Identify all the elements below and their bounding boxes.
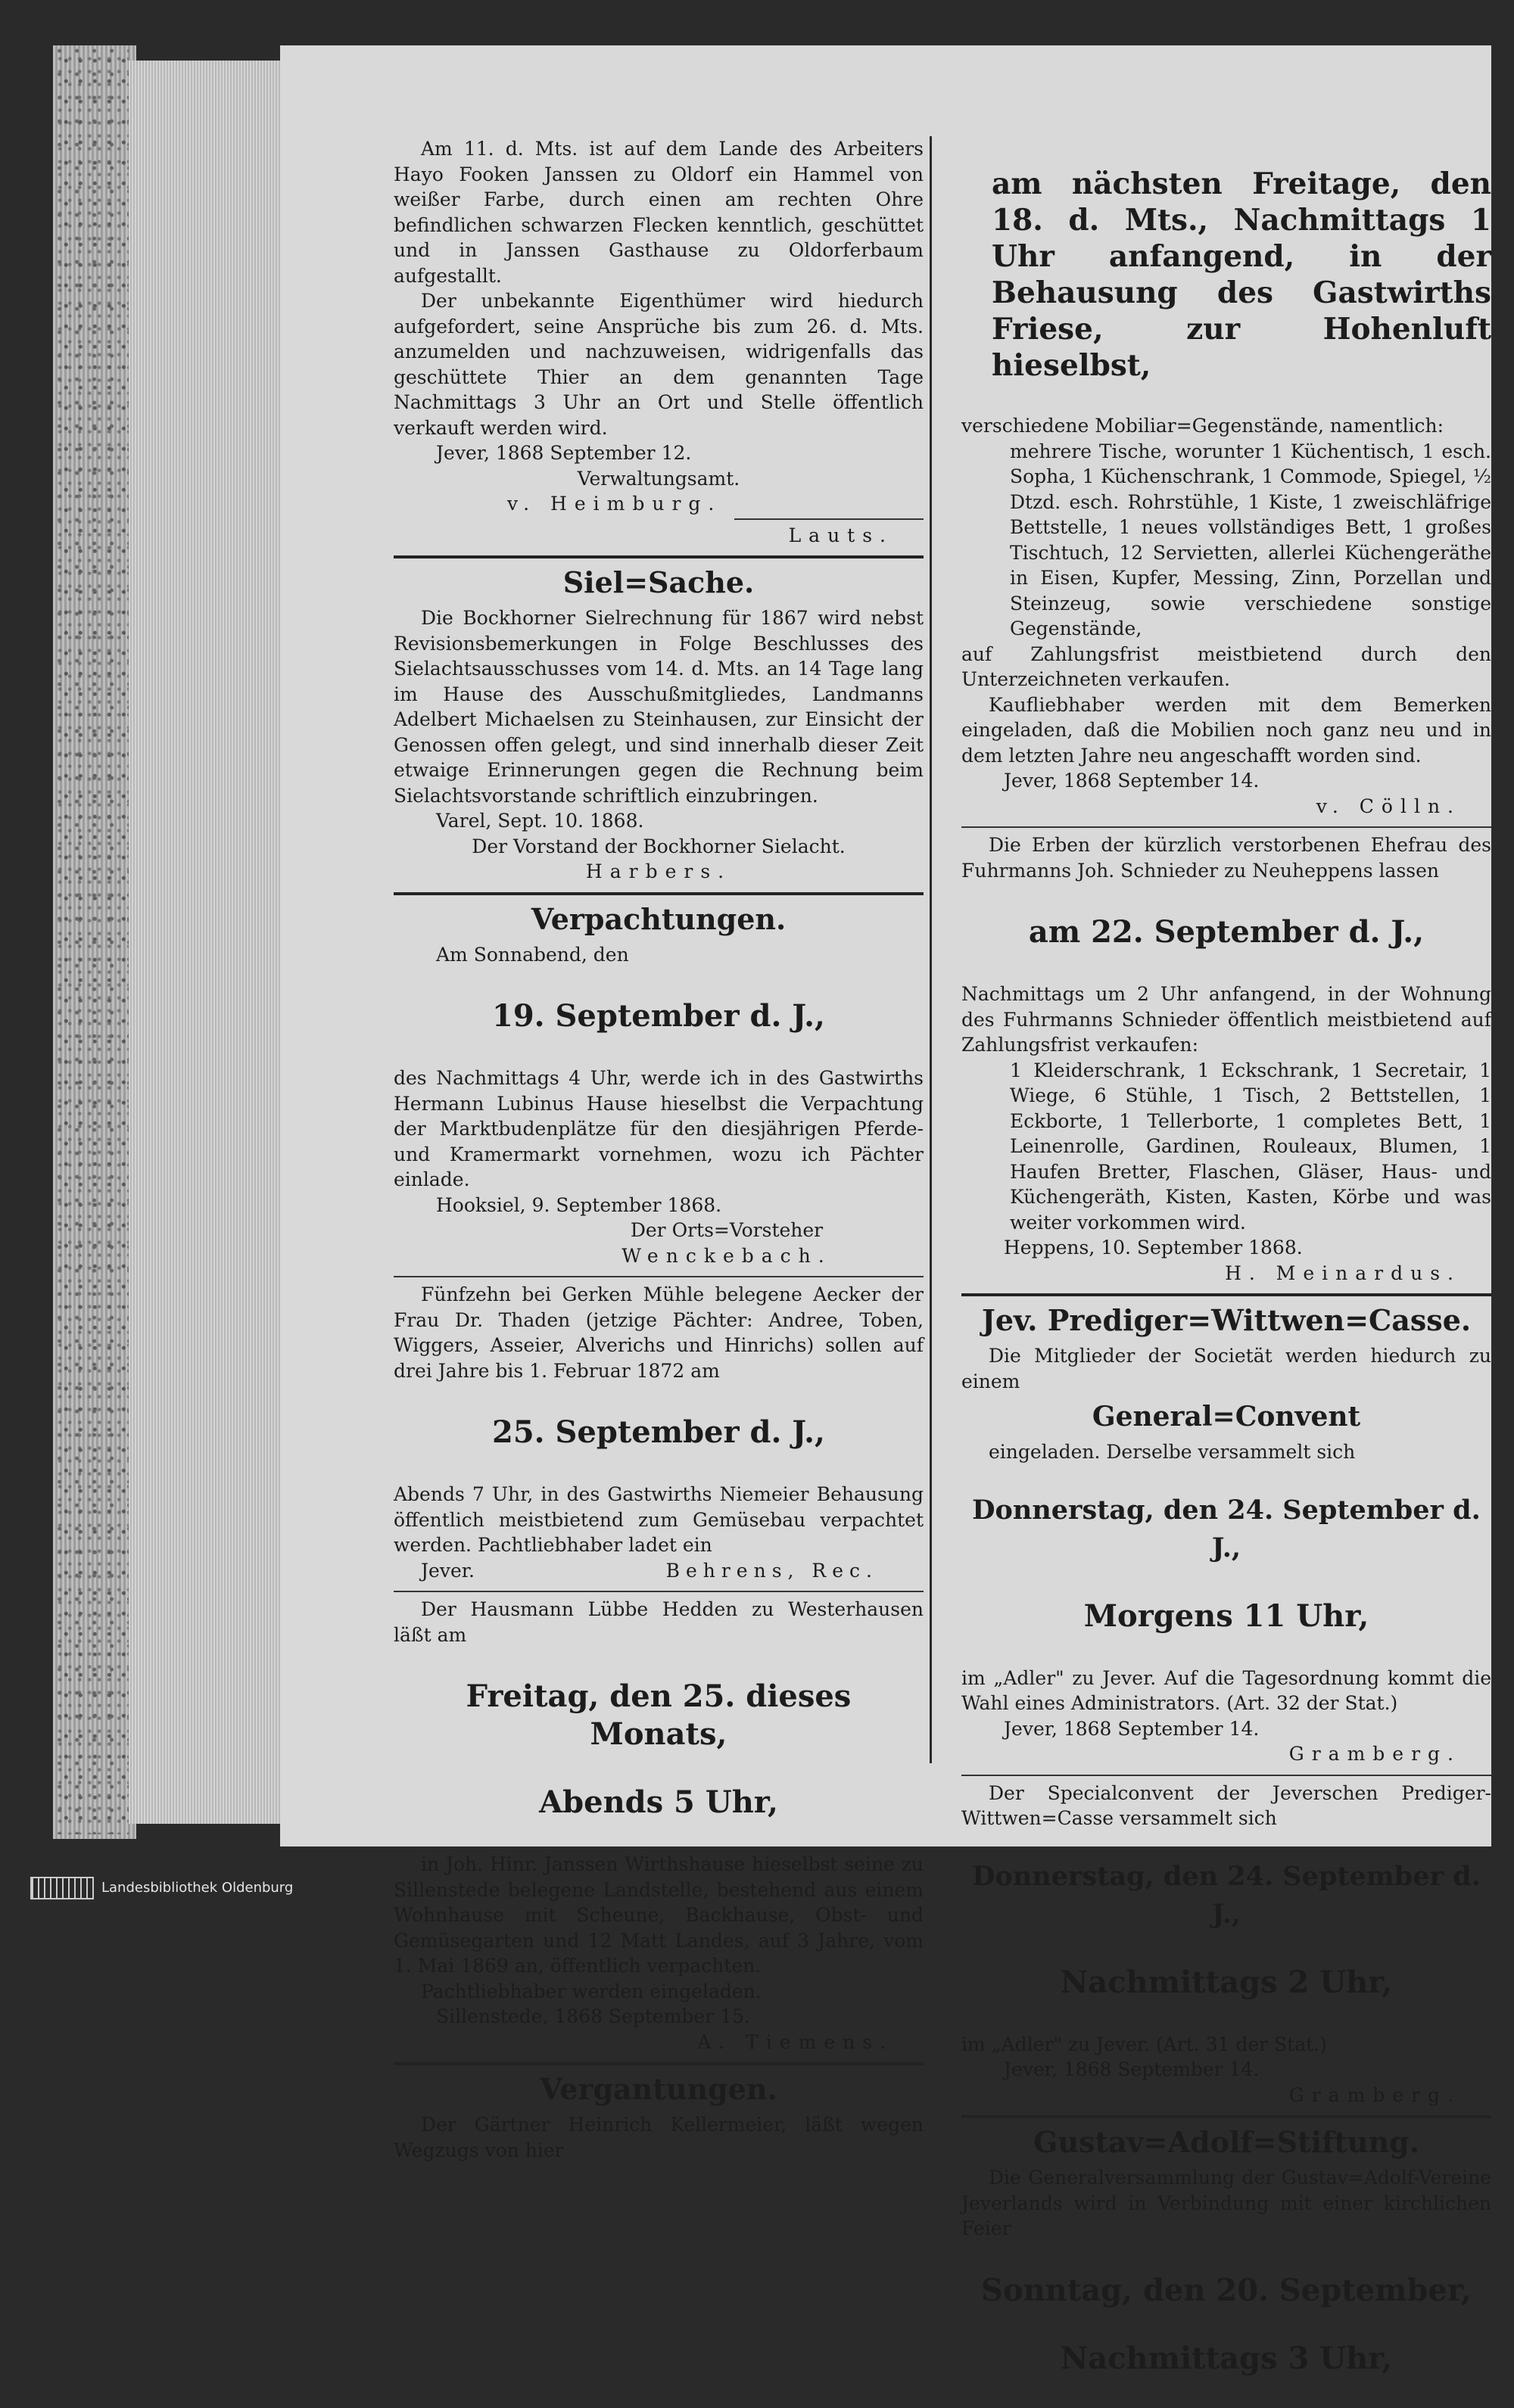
marbled-edge	[56, 48, 129, 1834]
column-divider	[930, 136, 932, 1763]
notice-paragraph: Die Erben der kürzlich verstorbenen Ehefrau des Fuhrmanns Joh. Schnieder zu Neuheppens lassen	[961, 834, 1491, 882]
notice-big-date: am nächsten Freitage, den 18. d. Mts., Nachmittags 1 Uhr anfangend, in der Behausung des Gastwirths Friese, zur Hohenluft hieselbst,	[992, 166, 1491, 383]
notice-item-list: mehrere Tische, worunter 1 Küchentisch, 1 esch. Sopha, 1 Küchenschrank, 1 Commode, Spiegel, ½ Dtzd. esch. Rohrstühle, 1 Kiste, 1 zweischläfrige Bettstelle, 1 neues vollständiges Bett, 1 großes Tischtuch, 12 Servietten, allerlei Küchengeräthe in Eisen, Kupfer, Messing, Zinn, Porzellan und Steinzeug, sowie verschiedene sonstige Gegenstände,	[1010, 440, 1491, 639]
notice-signature: v. Cölln.	[1316, 795, 1461, 817]
notice-paragraph: Die Generalversammlung der Gustav=Adolf-Vereine Jeverlands wird in Verbindung mit einer kirchlichen Feier	[961, 2167, 1491, 2239]
notice-big-time: Morgens 11 Uhr,	[1083, 1598, 1369, 1634]
notice-big-time: Nachmittags 3 Uhr,	[1060, 2340, 1393, 2376]
notice-signature: Harbers.	[585, 860, 732, 882]
notice-footer-line	[394, 1558, 924, 1584]
signature-rule	[734, 518, 924, 520]
notice-big-date: 19. September d. J.,	[492, 998, 825, 1034]
notice-date: Hooksiel, 9. September 1868.	[436, 1193, 722, 1216]
section-heading: Siel=Sache.	[562, 565, 755, 599]
section-heading: Vergantungen.	[540, 2072, 777, 2106]
page-stack	[129, 61, 295, 1824]
notice-signature: Lauts.	[788, 524, 893, 546]
notice-paragraph: Nachmittags um 2 Uhr anfangend, in der Wohnung des Fuhrmanns Schnieder öffentlich meistbietend auf Zahlungsfrist verkaufen:	[961, 983, 1491, 1056]
notice-paragraph: Die Mitglieder der Societät werden hiedurch zu einem	[961, 1345, 1491, 1392]
library-building-icon	[30, 1877, 94, 1899]
notice-paragraph: in Joh. Hinr. Janssen Wirthshause hieselbst seine zu Sillenstede belegene Landstelle, bestehend aus einem Wohnhause mit Scheune, Backhause, Obst- und Gemüsegarten und 12 Matt Landes, auf 3 Jahre, vom 1. Mai 1869 an, öffentlich verpachten.	[394, 1853, 924, 1977]
notice-signature: Behrens, Rec.	[665, 1559, 878, 1582]
notice-paragraph: im „Adler" zu Jever. Auf die Tagesordnung kommt die Wahl eines Administrators. (Art. 32 der Stat.)	[961, 1666, 1491, 1714]
notice-big-time: Nachmittags 2 Uhr,	[1060, 1964, 1393, 2000]
notice-date: Heppens, 10. September 1868.	[1004, 1237, 1303, 1258]
section-rule	[394, 555, 924, 558]
notice-place: Jever.	[421, 1559, 475, 1582]
notice-paragraph: Fünfzehn bei Gerken Mühle belegene Aecker der Frau Dr. Thaden (jetzige Pächter: Andree, Toben, Wiggers, Asseier, Alverichs und Hinrichs) sollen auf drei Jahre bis 1. Februar 1872 am	[394, 1283, 924, 1382]
notice-date: Sillenstede, 1868 September 15.	[436, 2005, 750, 2027]
notice-date: Jever, 1868 September 14.	[1004, 1717, 1260, 1740]
notice-big-date: am 22. September d. J.,	[1028, 914, 1425, 950]
notice-intro: Am Sonnabend, den	[436, 943, 629, 966]
notice-paragraph: auf Zahlungsfrist meistbietend durch den Unterzeichneten verkaufen.	[961, 642, 1491, 690]
notice-big-date: 25. September d. J.,	[492, 1414, 825, 1450]
notice-big-date: Freitag, den 25. dieses Monats,	[466, 1678, 852, 1752]
notice-paragraph: verschiedene Mobiliar=Gegenstände, namentlich:	[961, 415, 1444, 437]
library-name: Landesbibliothek Oldenburg	[101, 1880, 294, 1896]
notice-paragraph: Die Bockhorner Sielrechnung für 1867 wird nebst Revisionsbemerkungen in Folge Beschlusses des Sielachtsausschusses vom 14. d. Mts. an 14 Tage lang im Hause des Ausschußmitgliedes, Landmanns Adelbert Michaelsen zu Steinhausen, zur Einsicht der Genossen offen gelegt, und sind innerhalb dieser Zeit etwaige Erinnerungen gegen die Rechnung beim Sielachtsvorstande schriftlich einzubringen.	[394, 607, 924, 807]
notice-big-time: Abends 5 Uhr,	[539, 1784, 778, 1820]
notice-signature: Gramberg.	[1288, 1743, 1461, 1765]
notice-date: Jever, 1868 September 14.	[1004, 2058, 1260, 2080]
left-column	[394, 136, 924, 2163]
notice-rule	[961, 1775, 1491, 1776]
notice-big-date: Donnerstag, den 24. September d. J.,	[972, 1860, 1481, 1930]
section-rule	[961, 1293, 1491, 1296]
notice-paragraph: Der unbekannte Eigenthümer wird hiedurch aufgefordert, seine Ansprüche bis zum 26. d. Mts. anzumelden und nachzuweisen, widrigenfalls das geschüttete Thier an dem genannten Tage Nachmittags 3 Uhr an Ort und Stelle öffentlich verkauft werden wird.	[394, 290, 924, 439]
notice-paragraph: Am 11. d. Mts. ist auf dem Lande des Arbeiters Hayo Fooken Janssen zu Oldorf ein Hammel von weißer Farbe, durch einen am rechten Ohre befindlichen schwarzen Flecken kenntlich, geschüttet und in Janssen Gasthause zu Oldorferbaum aufgestallt.	[394, 138, 924, 287]
notice-date: Varel, Sept. 10. 1868.	[436, 810, 644, 832]
notice-rule	[961, 826, 1491, 828]
notice-big-date: Sonntag, den 20. September,	[981, 2272, 1472, 2308]
notice-big-date: Donnerstag, den 24. September d. J.,	[972, 1494, 1481, 1563]
notice-paragraph: Pachtliebhaber werden eingeladen.	[421, 1980, 762, 2002]
notice-paragraph: Abends 7 Uhr, in des Gastwirths Niemeier Behausung öffentlich meistbietend zum Gemüsebau verpachtet werden. Pachtliebhaber ladet ein	[394, 1483, 924, 1556]
section-heading: Gustav=Adolf=Stiftung.	[1033, 2125, 1419, 2159]
notice-big-title: General=Convent	[1092, 1401, 1361, 1433]
notice-signature: v. Heimburg.	[507, 493, 722, 515]
library-footer	[30, 1877, 293, 1899]
notice-paragraph: Der Specialconvent der Jeverschen Prediger-Wittwen=Casse versammelt sich	[961, 1781, 1491, 1829]
notice-paragraph: Der Gärtner Heinrich Kellermeier, läßt wegen Wegzugs von hier	[394, 2114, 924, 2161]
right-column	[961, 136, 1491, 2408]
notice-paragraph: des Nachmittags 4 Uhr, werde ich in des Gastwirths Hermann Lubinus Hause hieselbst die Verpachtung der Marktbudenplätze für den diesjährigen Pferde- und Kramermarkt vornehmen, wozu ich Pächter einlade.	[394, 1067, 924, 1190]
notice-signature: Wenckebach.	[621, 1244, 832, 1267]
notice-signature: Gramberg.	[1288, 2083, 1461, 2106]
notice-paragraph: Kaufliebhaber werden mit dem Bemerken eingeladen, daß die Mobilien noch ganz neu und in dem letzten Jahre neu angeschafft worden sind.	[961, 693, 1491, 767]
notice-office: Verwaltungsamt.	[577, 467, 740, 490]
section-heading: Verpachtungen.	[531, 901, 787, 936]
notice-paragraph: eingeladen. Derselbe versammelt sich	[989, 1441, 1356, 1463]
section-rule	[961, 2115, 1491, 2118]
notice-signature: A. Tiemens.	[697, 2030, 893, 2053]
notice-item-list: 1 Kleiderschrank, 1 Eckschrank, 1 Secretair, 1 Wiege, 6 Stühle, 1 Tisch, 2 Bettstellen, 1 Eckborte, 1 Tellerborte, 1 completes Bett, 1 Leinenrolle, Gardinen, Rouleaux, Blumen, 1 Haufen Bretter, Flaschen, Gläser, Haus- und Küchengeräth, Kisten, Kasten, Körbe und was weiter vorkommen wird.	[1010, 1059, 1491, 1234]
section-rule	[394, 892, 924, 895]
section-heading: Jev. Prediger=Wittwen=Casse.	[981, 1303, 1472, 1337]
notice-rule	[394, 1591, 924, 1592]
notice-date: Jever, 1868 September 14.	[1004, 770, 1260, 792]
notice-office: Der Vorstand der Bockhorner Sielacht.	[472, 835, 846, 857]
section-rule	[394, 2062, 924, 2065]
notice-rule	[394, 1276, 924, 1277]
notice-office: Der Orts=Vorsteher	[630, 1219, 824, 1241]
notice-paragraph: im „Adler" zu Jever. (Art. 31 der Stat.)	[961, 2033, 1327, 2055]
notice-signature: H. Meinardus.	[1225, 1262, 1461, 1284]
notice-paragraph: Der Hausmann Lübbe Hedden zu Westerhausen läßt am	[394, 1598, 924, 1646]
notice-date: Jever, 1868 September 12.	[436, 442, 692, 464]
